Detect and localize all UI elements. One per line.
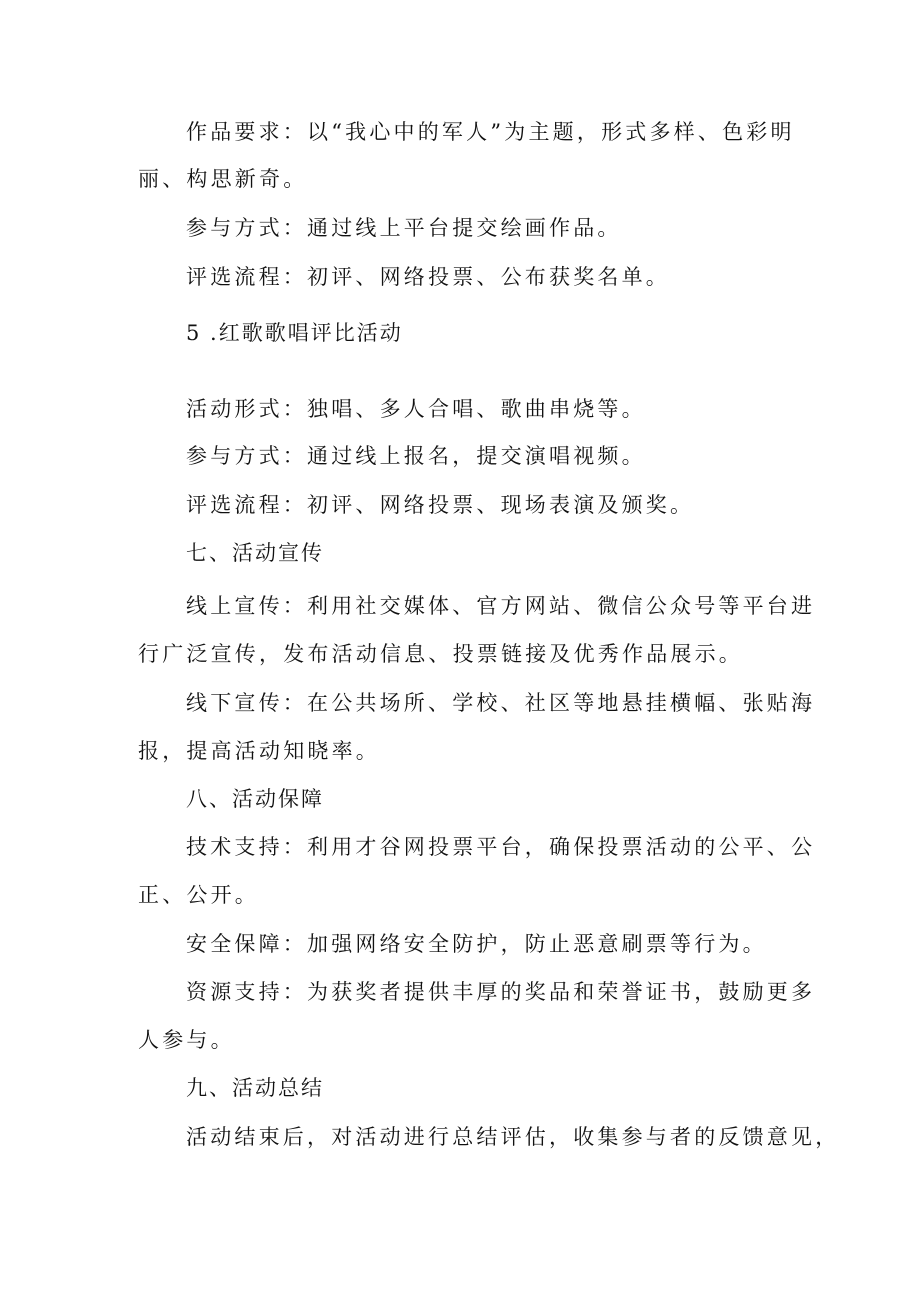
text-line: 丽、构思新奇。 <box>138 167 308 191</box>
text-line: 评选流程：初评、网络投票、公布获奖名单。 <box>186 265 670 289</box>
section-heading: 5 .红歌歌唱评比活动 <box>186 321 403 345</box>
text-line: 资源支持：为获奖者提供丰厚的奖品和荣誉证书，鼓励更多 <box>186 980 816 1004</box>
text-line: 作品要求：以“我心中的军人”为主题，形式多样、色彩明 <box>186 120 795 144</box>
text-line: 活动结束后，对活动进行总结评估，收集参与者的反馈意见， <box>186 1125 840 1149</box>
text-line: 活动形式：独唱、多人合唱、歌曲串烧等。 <box>186 397 646 421</box>
section-heading: 九、活动总结 <box>186 1076 324 1100</box>
section-heading: 八、活动保障 <box>186 787 324 811</box>
text-line: 报，提高活动知晓率。 <box>138 739 380 763</box>
text-line: 正、公开。 <box>138 883 259 907</box>
text-line: 参与方式：通过线上平台提交绘画作品。 <box>186 216 622 240</box>
text-line: 评选流程：初评、网络投票、现场表演及颁奖。 <box>186 493 695 517</box>
text-line: 线下宣传：在公共场所、学校、社区等地悬挂横幅、张贴海 <box>186 691 816 715</box>
text-line: 安全保障：加强网络安全防护，防止恶意刷票等行为。 <box>186 932 767 956</box>
text-line: 行广泛宣传，发布活动信息、投票链接及优秀作品展示。 <box>138 642 743 666</box>
text-line: 参与方式：通过线上报名，提交演唱视频。 <box>186 444 646 468</box>
section-heading: 七、活动宣传 <box>186 541 324 565</box>
text-line: 线上宣传：利用社交媒体、官方网站、微信公众号等平台进 <box>186 594 816 618</box>
text-line: 技术支持：利用才谷网投票平台，确保投票活动的公平、公 <box>186 835 816 859</box>
text-line: 人参与。 <box>138 1028 235 1052</box>
